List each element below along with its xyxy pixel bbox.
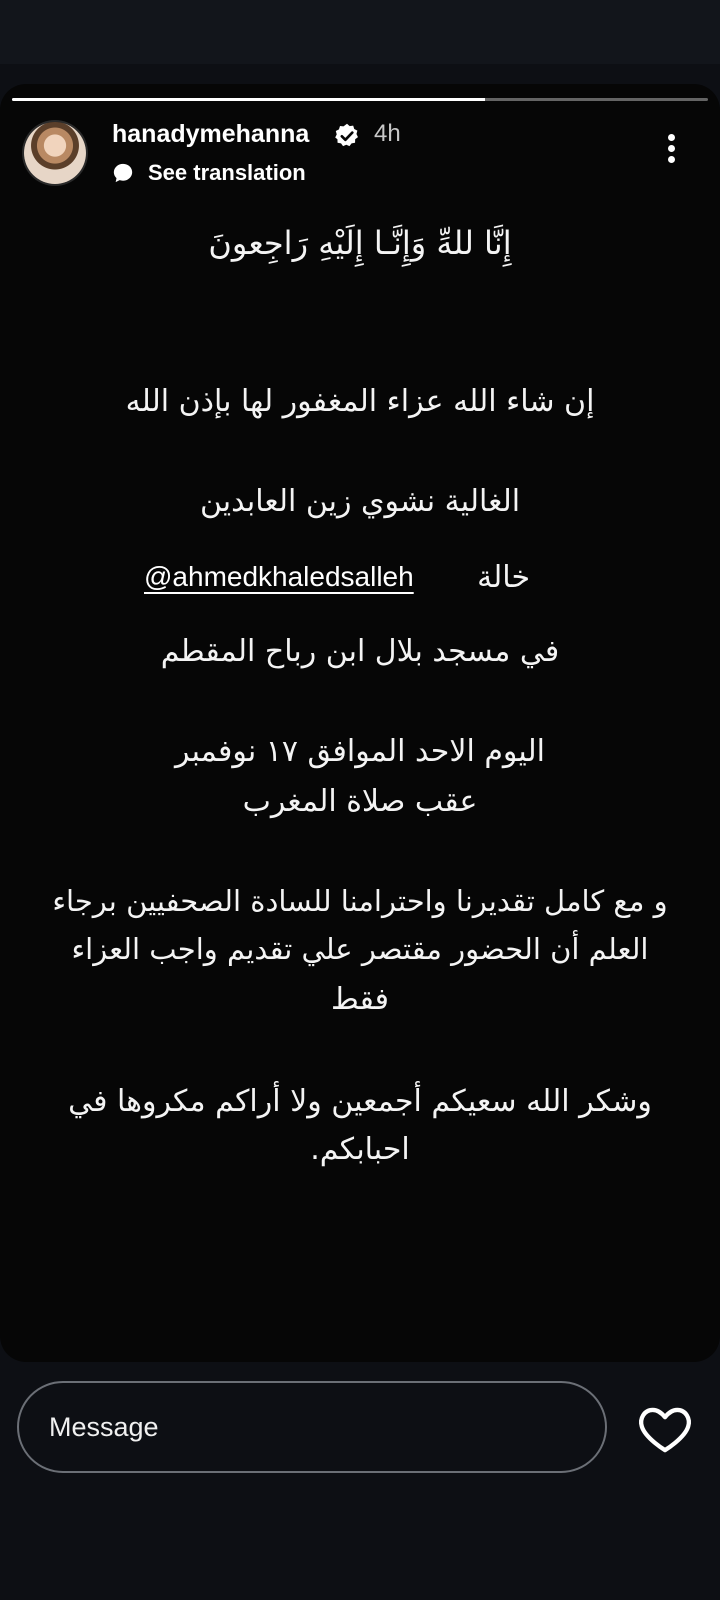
story-text-line: في مسجد بلال ابن رباح المقطم [160, 634, 560, 669]
translate-bubble-icon [112, 162, 134, 184]
message-placeholder: Message [49, 1412, 159, 1442]
story-text-line: فقط [331, 982, 389, 1017]
story-text-line: إن شاء الله عزاء المغفور لها بإذن الله [125, 384, 595, 419]
username[interactable]: hanadymehanna [112, 120, 310, 148]
story-text-line: اليوم الاحد الموافق ١٧ نوفمبر [175, 734, 545, 769]
story-text-line: خالة [477, 560, 530, 595]
more-dot [668, 145, 675, 152]
see-translation-label: See translation [148, 160, 306, 185]
story-timestamp: 4h [374, 120, 401, 147]
mention-link[interactable]: @ahmedkhaledsalleh [144, 561, 414, 592]
story-text-line: و مع كامل تقديرنا واحترامنا للسادة الصحفيين برجاء [52, 884, 668, 918]
story-viewer[interactable] [0, 84, 720, 1362]
heart-icon[interactable] [637, 1404, 693, 1454]
more-options-button[interactable] [654, 128, 690, 168]
story-text-line: وشكر الله سعيكم أجمعين ولا أراكم مكروها في [68, 1084, 652, 1119]
status-bar [0, 0, 720, 64]
story-text-line: العلم أن الحضور مقتصر علي تقديم واجب العزاء [71, 932, 649, 966]
more-vertical-icon [668, 134, 675, 141]
story-text-line: احبابكم. [310, 1132, 410, 1167]
story-text-line: إِنَّا للهِّ وَإِنَّـا إِلَيْهِ رَاجِعونَ [208, 224, 512, 262]
avatar[interactable] [24, 122, 86, 184]
verified-badge-icon [333, 122, 361, 150]
more-dot [668, 156, 675, 163]
message-input[interactable] [17, 1381, 607, 1473]
story-progress-fill [12, 98, 485, 101]
story-progress-bar [12, 98, 708, 101]
story-text-line: عقب صلاة المغرب [242, 784, 478, 819]
see-translation-link[interactable] [112, 158, 306, 188]
story-text-line: الغالية نشوي زين العابدين [199, 484, 521, 519]
